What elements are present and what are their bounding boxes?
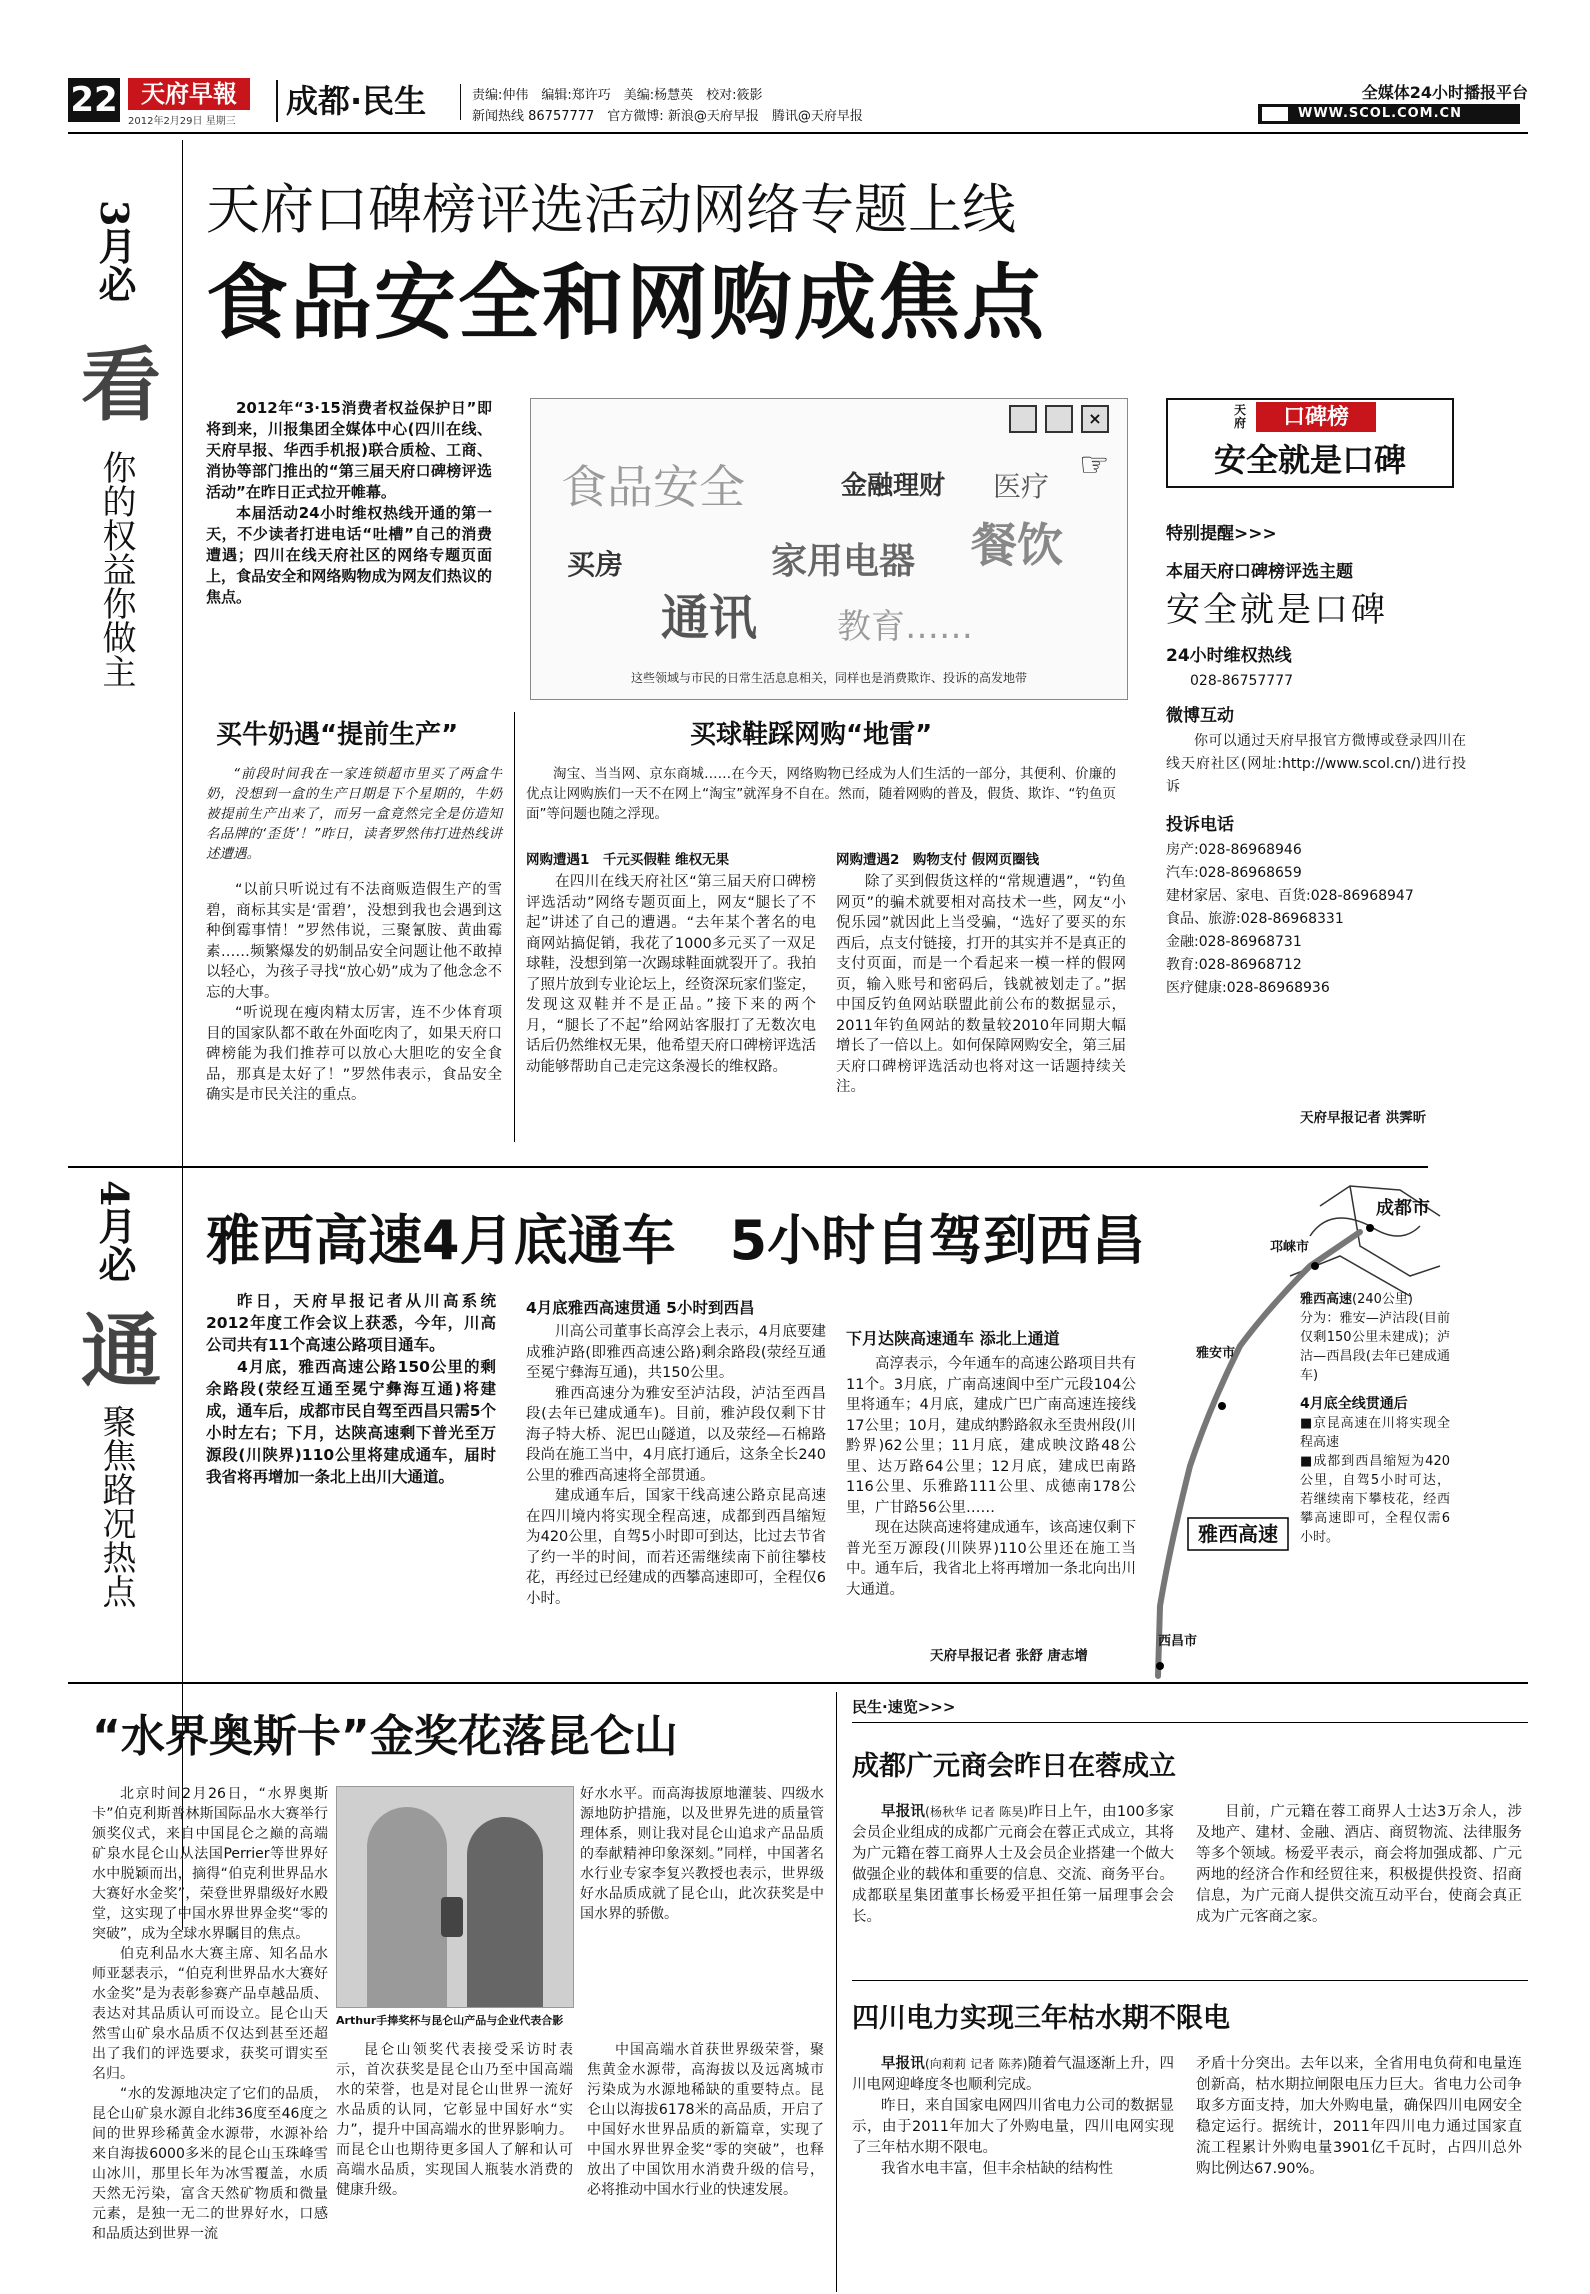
brief-1-col1 <box>852 1802 1174 1928</box>
map-city-chengdu: 成都市 <box>1376 1198 1430 1219</box>
section-rule-2 <box>68 1682 1528 1684</box>
april-col3-p1: 高淳表示，今年通车的高速公路项目共有11个。3月底，广南高速阆中至广元段104公里将通车；4月底，建成广巴广南高速连接线17公里；10月，建成纳黔路叙永至贵州段(川黔界)62公里；11月底，建成映汶路48公里、达万路64公里；12月底，建成巴南路116公里、乐雅路111公里、成德南178公里，广甘路56公里…… <box>846 1356 1136 1516</box>
water-p5: 昆仑山领奖代表接受采访时表示，首次获奖是昆仑山乃至中国高端水的荣誉，也是对昆仑山世界一流好水品质的认同，它彰显中国好水“实力”，提升中国高端水的世界影响力。而昆仑山也期待更多国人了解和认可高端水品质，实现国人瓶装水消费的健康升级。 <box>336 2042 573 2198</box>
water-p4: 好水水平。而高海拔原地灌装、四级水源地防护措施，以及世界先进的质量管理体系，则让我对昆仑山追求产品品质的奉献精神印象深刻。”同样，中国著名水行业专家李复兴教授也表示，世界级好水品质成就了昆仑山，此次获奖是中国水界的骄傲。 <box>580 1786 824 1922</box>
hotline-line: 新闻热线 86757777 官方微博: 新浪@天府早报 腾讯@天府早报 <box>472 109 863 124</box>
koubei-info <box>1166 520 1466 1000</box>
water-p1: 北京时间2月26日，“水界奥斯卡”伯克利斯普林斯国际品水大赛举行颁奖仪式，来自中国昆仑之巅的高端矿泉水昆仑山从法国Perrier等世界好水中脱颖而出，摘得“伯克利世界品水大赛好水金奖”，荣登世界鼎级好水殿堂，这实现了中国水界世界金奖“零的突破”，成为全球水界瞩目的焦点。 <box>92 1786 328 1942</box>
shoe-title: 买球鞋踩网购“地雷” <box>690 720 933 750</box>
theme-label: 本届天府口碑榜评选主题 <box>1166 562 1353 582</box>
milk-quote: “前段时间我在一家连锁超市里买了两盒牛奶，没想到一盒的生产日期是下个星期的，牛奶被提前生产出来了，而另一盒竟然完全是仿造知名品牌的‘歪货’！”昨日，读者罗然伟打进热线讲述遭遇。 <box>206 766 502 862</box>
hotline-number: 028-86757777 <box>1190 673 1294 689</box>
after-item-1: ■京昆高速在川将实现全程高速 <box>1300 1416 1450 1450</box>
april-col2-p3: 建成通车后，国家干线高速公路京昆高速在四川境内将实现全程高速，成都到西昌缩短为420公里，自驾5小时即可到达，比过去节省了约一半的时间，而若还需继续南下前往攀枝花，再经过已经建成的西攀高速即可，全程仅6小时。 <box>526 1488 826 1607</box>
march-kicker: 天府口碑榜评选活动网络专题上线 <box>206 178 1016 241</box>
shoe-intro: 淘宝、当当网、京东商城……在今天，网络购物已经成为人们生活的一部分，其便利、价廉的优点让网购族们一天不在网上“淘宝”就浑身不自在。然而，随着网购的普及，假货、欺诈、“钓鱼页面”等问题也随之浮现。 <box>526 766 1116 822</box>
shoe-col1: 在四川在线天府社区“第三届天府口碑榜评选活动”网络专题页面上，网友“腿长了不起”讲述了自己的遭遇。“去年某个著名的电商网站搞促销，我花了1000多元买了一双足球鞋，没想到第一次踢球鞋面就裂开了。我拍了照片放到专业论坛上，经资深玩家们鉴定，发现这双鞋并不是正品。”接下来的两个月，“腿长了不起”给网站客服打了无数次电话后仍然维权无果，他希望天府口碑榜评选活动能够帮助自己走完这条漫长的维权路。 <box>526 874 816 1075</box>
brief-title-2: 四川电力实现三年枯水期不限电 <box>852 2003 1230 2034</box>
brief-top-rule <box>852 1722 1528 1723</box>
map-route-label: 雅西高速 <box>1198 1522 1278 1546</box>
weibo-text: 你可以通过天府早报官方微博或登录四川在线天府社区(网址:http://www.scol.cn/)进行投诉 <box>1166 733 1466 795</box>
brief-2-text-a: 随着气温逐渐上升，四川电网迎峰度冬也顺利完成。 <box>852 2056 1175 2093</box>
brief-1-text: 昨日上午，由100多家会员企业组成的成都广元商会在蓉正式成立，其将为广元籍在蓉工商界人士及会员企业搭建一个做大做强企业的载体和重要的信息、交流、商务平台。成都联星集团董事长杨爱平担任第一届理事会会长。 <box>852 1804 1174 1925</box>
brief-1-byline: (杨秋华 记者 陈昊) <box>925 1805 1029 1819</box>
water-p6: 中国高端水首获世界级荣誉，聚焦黄金水源带，高海拔以及远离城市污染成为水源地稀缺的重要特点。昆仑山以海拔6178米的高品质，开启了中国好水世界品质的新篇章，实现了中国水界世界金奖“零的突破”，也释放出了中国饮用水消费升级的信号，必将推动中国水行业的快速发展。 <box>587 2042 824 2198</box>
page-header <box>68 78 1528 130</box>
brief-rule <box>836 1692 837 2292</box>
shoe-sub1-text: 千元买假鞋 维权无果 <box>602 852 730 868</box>
complaint-phone: 食品、旅游:028-86968331 <box>1166 911 1344 927</box>
brief-1-col2: 目前，广元籍在蓉工商界人士达3万余人，涉及地产、建材、金融、酒店、商贸物流、法律服务等多个领域。杨爱平表示，商会将加强成都、广元两地的经济合作和经贸往来，积极提供投资、招商信息，为广元商人提供交流互动平台，使商会真正成为广元客商之家。 <box>1196 1804 1522 1925</box>
complaint-phone: 金融:028-86968731 <box>1166 934 1302 950</box>
column-rule <box>514 712 515 1142</box>
topics-window <box>530 398 1128 700</box>
word-housing: 买房 <box>567 548 624 581</box>
page-number: 22 <box>68 78 120 122</box>
shoe-sub2-text: 购物支付 假网页圈钱 <box>912 852 1040 868</box>
koubei-logo-small: 天府 <box>1234 403 1247 430</box>
complaint-phone-list <box>1166 839 1466 1000</box>
march-intro <box>206 398 492 608</box>
april-sub2: 下月达陕高速通车 添北上通道 <box>846 1329 1060 1348</box>
section-divider-2 <box>460 84 461 120</box>
april-p1: 昨日，天府早报记者从川高系统2012年度工作会议上获悉，今年，川高公司共有11个高速公路项目通车。 <box>206 1292 496 1354</box>
trophy-icon <box>441 1897 463 1937</box>
word-telecom: 通讯 <box>661 590 758 646</box>
april-side-tagline: 聚焦路况热点 <box>96 1404 136 1608</box>
complaint-phone: 教育:028-86968712 <box>1166 957 1302 973</box>
note-body: 分为：雅安—泸沽段(目前仅剩150公里未建成)；泸沽—西昌段(去年已建成通车) <box>1300 1311 1450 1383</box>
water-col1 <box>92 1784 328 2244</box>
after-title: 4月底全线贯通后 <box>1300 1396 1408 1412</box>
note-title: 雅西高速 <box>1300 1292 1353 1307</box>
header-rule <box>68 132 1528 134</box>
side-rule <box>182 140 183 1930</box>
word-education: 教育…… <box>837 607 973 647</box>
word-medical: 医疗 <box>993 470 1050 503</box>
brief-2-lead: 早报讯 <box>881 2056 925 2072</box>
april-side-big: 通 <box>81 1304 161 1398</box>
shoe-sub2-label: 网购遭遇2 <box>836 852 900 868</box>
issue-date: 2012年2月29日 星期三 <box>128 116 236 127</box>
complaint-phone: 汽车:028-86968659 <box>1166 865 1302 881</box>
milk-title: 买牛奶遇“提前生产” <box>216 720 459 750</box>
minimize-icon[interactable] <box>1009 405 1037 433</box>
march-reporter: 天府早报记者 洪霁昕 <box>1300 1110 1427 1126</box>
march-side-tagline: 你的权益你做主 <box>96 450 136 688</box>
after-item-2: ■成都到西昌缩短为420公里，自驾5小时可达，若继续南下攀枝花，经西攀高速即可，全程仅需6小时。 <box>1300 1454 1450 1545</box>
water-col3 <box>336 2040 824 2200</box>
complaint-phone: 医疗健康:028-86968936 <box>1166 980 1330 996</box>
april-side-month: 4月必 <box>92 1180 137 1283</box>
window-controls <box>1009 405 1119 435</box>
paper-logo: 天府早報 <box>128 78 250 110</box>
photo-person-right <box>467 1817 543 2007</box>
word-appliances: 家用电器 <box>771 541 916 582</box>
april-col3-p2: 现在达陕高速将建成通车，该高速仅剩下普光至万源段(川陕界)110公里还在施工当中。通车后，我省北上将再增加一条北向出川大通道。 <box>846 1520 1136 1598</box>
word-dining: 餐饮 <box>971 518 1063 572</box>
award-photo <box>336 1786 574 2008</box>
water-p3: “水的发源地决定了它们的品质，昆仑山矿泉水源自北纬36度至46度之间的世界珍稀黄金水源带，水源补给来自海拔6000多米的昆仑山玉珠峰雪山冰川，那里长年为冰雪覆盖，水质天然无污染，富含天然矿物质和微量元素，是独一无二的世界好水，口感和品质达到世界一流 <box>92 2086 328 2242</box>
site-url-bar <box>1258 104 1520 124</box>
window-caption: 这些领域与市民的日常生活息息相关，同样也是消费欺诈、投诉的高发地带 <box>630 671 1027 685</box>
complaint-phone: 房产:028-86968946 <box>1166 842 1302 858</box>
april-col2 <box>526 1322 826 1609</box>
water-p2: 伯克利品水大赛主席、知名品水师亚瑟表示，“伯克利世界品水大赛好水金奖”是为表彰参赛产品卓越品质、表达对其品质认可而设立。昆仑山天然雪山矿泉水品质不仅达到甚至还超出了我们的评选要求，获奖可谓实至名归。 <box>92 1946 328 2082</box>
april-p2: 4月底，雅西高速公路150公里的剩余路段(荥经互通至冕宁彝海互通)将建成，通车后，成都市民自驾至西昌只需5个小时左右；下月，达陕高速剩下普光至万源段(川陕界)110公里将建成通车，届时我省将再增加一条北上出川大通道。 <box>206 1358 496 1486</box>
site-url[interactable]: WWW.SCOL.COM.CN <box>1298 106 1462 121</box>
photo-caption: Arthur手捧奖杯与昆仑山产品与企业代表合影 <box>336 2014 564 2027</box>
media-platform: 全媒体24小时播报平台 <box>1361 83 1528 102</box>
notice-label: 特别提醒>>> <box>1166 524 1277 544</box>
chengdu-marker <box>1366 1224 1374 1232</box>
shoe-sub2 <box>836 848 1126 868</box>
maximize-icon[interactable] <box>1045 405 1073 433</box>
hotline-label: 24小时维权热线 <box>1166 646 1292 666</box>
april-col3 <box>846 1354 1136 1600</box>
note-length: (240公里) <box>1352 1292 1413 1307</box>
editors-line: 责编:仲伟 编辑:郑许巧 美编:杨慧英 校对:筱影 <box>472 88 763 103</box>
map-city-qionglai: 邛崃市 <box>1270 1240 1310 1255</box>
koubei-slogan: 安全就是口碑 <box>1213 441 1406 479</box>
brief-title-1: 成都广元商会昨日在蓉成立 <box>852 1751 1176 1782</box>
weibo-label: 微博互动 <box>1166 706 1234 726</box>
march-intro-p1: 2012年“3·15消费者权益保护日”即将到来，川报集团全媒体中心(四川在线、天府早报、华西手机报)联合质检、工商、消协等部门推出的“第三届天府口碑榜评选活动”在昨日正式拉开帷幕。 <box>206 399 492 501</box>
word-finance: 金融理财 <box>841 471 946 501</box>
shoe-col2: 除了买到假货这样的“常规遭遇”，“钓鱼网页”的骗术就要相对高技术一些，网友“小倪乐园”就因此上当受骗，“选好了要买的东西后，点支付链接，打开的其实并不是真正的支付页面，而是一个看起来一模一样的假网页，输入账号和密码后，钱就被划走了。”据中国反钓鱼网站联盟此前公布的数据显示，2011年钓鱼网站的数量较2010年同期大幅增长了一倍以上。如何保障网购安全，第三届天府口碑榜评选活动也将对这一话题持续关注。 <box>836 874 1126 1095</box>
water-col2 <box>580 1784 824 1924</box>
water-headline: “水界奥斯卡”金奖花落昆仑山 <box>92 1711 678 1762</box>
milk-body <box>206 880 502 1106</box>
section-divider <box>276 80 278 122</box>
word-food-safety: 食品安全 <box>561 460 745 514</box>
brief-2-col2: 矛盾十分突出。去年以来，全省用电负荷和电量连创新高，枯水期拉闸限电压力巨大。省电力公司争取多方面支持，加大外购电量，确保四川电网安全稳定运行。据统计，2011年四川电力通过国家直流工程累计外购电量3901亿千瓦时，占四川总外购比例达67.90%。 <box>1196 2056 1522 2177</box>
brief-2-p2: 昨日，来自国家电网四川省电力公司的数据显示，由于2011年加大了外购电量，四川电网实现了三年枯水期不限电。 <box>852 2098 1174 2156</box>
march-side-big: 看 <box>81 338 161 432</box>
april-reporter: 天府早报记者 张舒 唐志增 <box>930 1648 1088 1664</box>
brief-2-col1 <box>852 2054 1174 2180</box>
xichang-marker <box>1156 1662 1164 1670</box>
shoe-sub1 <box>526 848 816 868</box>
march-side-month: 3月必 <box>92 200 137 303</box>
milk-p2: “听说现在瘦肉精太厉害，连不少体育项目的国家队都不敢在外面吃肉了，如果天府口碑榜能为我们推荐可以放心大胆吃的安全食品，那真是太好了！”罗然伟表示，食品安全确实是市民关注的重点。 <box>206 1005 502 1103</box>
april-col2-p2: 雅西高速分为雅安至泸沽段，泸沽至西昌段(去年已建成通车)。目前，雅泸段仅剩下甘海子特大桥、泥巴山隧道，以及荥经—石棉路段尚在施工当中，4月底打通后，这条全长240公里的雅西高速将全部贯通。 <box>526 1385 826 1484</box>
april-lead <box>206 1290 496 1488</box>
sc-logo-icon <box>1262 107 1288 121</box>
shoe-sub1-label: 网购遭遇1 <box>526 852 590 868</box>
brief-2-p1 <box>852 2054 1174 2096</box>
theme-text: 安全就是口碑 <box>1166 590 1388 630</box>
map-city-xichang: 西昌市 <box>1158 1634 1198 1649</box>
brief-label: 民生·速览>>> <box>852 1698 956 1716</box>
april-col2-p1: 川高公司董事长高淳会上表示，4月底要建成雅泸路(即雅西高速公路)剩余路段(荥经互通至冕宁彝海互通)，共150公里。 <box>526 1324 826 1381</box>
milk-p1: “以前只听说过有不法商贩造假生产的雪碧，商标其实是‘雷碧’，没想到我也会遇到这种倒霉事情！”罗然伟说，三聚氰胺、黄曲霉素……频繁爆发的奶制品安全问题让他不敢掉以轻心，为孩子寻找“放心奶”成为了他念念不忘的大事。 <box>206 882 502 1001</box>
close-icon[interactable]: × <box>1081 405 1109 433</box>
qionglai-marker <box>1311 1262 1319 1270</box>
koubei-logo: 口碑榜 <box>1256 402 1376 432</box>
map-note <box>1300 1290 1450 1547</box>
koubei-box <box>1166 398 1454 488</box>
map-city-yaan: 雅安市 <box>1196 1346 1236 1361</box>
complaint-label: 投诉电话 <box>1166 815 1234 835</box>
yaan-marker <box>1218 1402 1226 1410</box>
complaint-phone: 建材家居、家电、百货:028-86968947 <box>1166 888 1414 904</box>
brief-2-p3: 我省水电丰富，但丰余枯缺的结构性 <box>881 2161 1113 2177</box>
march-headline: 食品安全和网购成焦点 <box>206 256 1047 351</box>
april-sub1: 4月底雅西高速贯通 5小时到西昌 <box>526 1299 755 1317</box>
brief-2-byline: (向莉莉 记者 陈荞) <box>924 2057 1028 2071</box>
march-intro-p2: 本届活动24小时维权热线开通的第一天，不少读者打进电话“吐槽”自己的消费遭遇；四川在线天府社区的网络专题页面上，食品安全和网络购物成为网友们热议的焦点。 <box>206 504 492 606</box>
hand-cursor-icon: ☞ <box>1079 445 1110 485</box>
april-headline: 雅西高速4月底通车 5小时自驾到西昌 <box>206 1209 1146 1272</box>
section-name: 成都·民生 <box>286 82 427 120</box>
photo-person-left <box>367 1807 447 2007</box>
brief-1-lead: 早报讯 <box>881 1804 926 1820</box>
brief-mid-rule <box>852 1980 1528 1981</box>
